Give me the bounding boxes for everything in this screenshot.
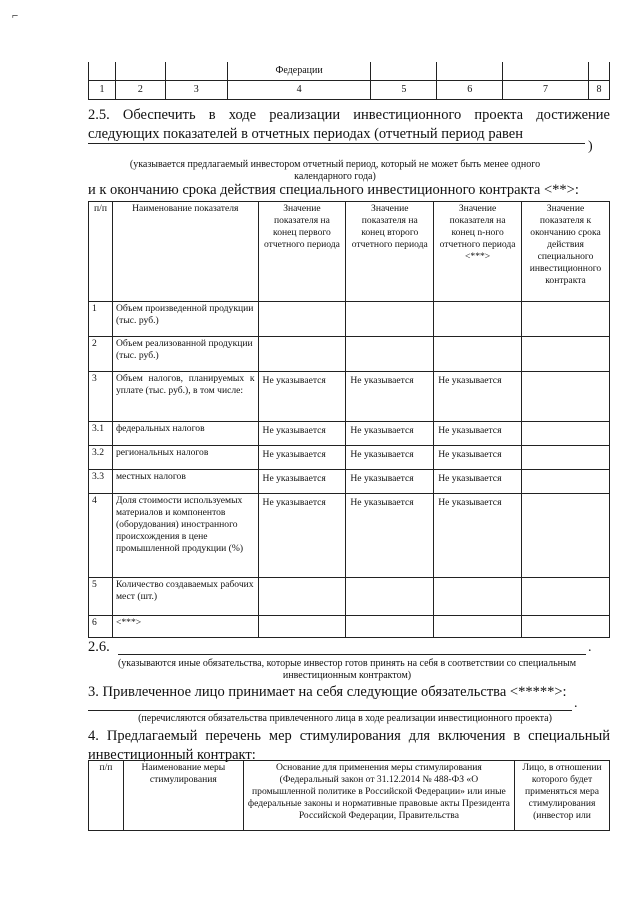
table-row <box>89 494 610 578</box>
section-3-note: (перечисляются обязательства привлеченного лица в ходе реализации инвестиционного проекта) <box>138 713 552 724</box>
row-value: Не указывается <box>346 494 434 578</box>
table-row <box>89 422 610 446</box>
row-value: Не указывается <box>258 470 346 494</box>
row-value <box>258 616 346 638</box>
table-row <box>89 302 610 337</box>
section-3-line <box>88 710 572 711</box>
row-name: Доля стоимости используемых материалов и компонентов (оборудования) иностранного происхождения в цене промышленной продукции (%) <box>112 494 258 578</box>
header-period-2: Значение показателя на конец второго отчетного периода <box>346 202 434 302</box>
row-num: 3.2 <box>89 446 113 470</box>
row-num: 5 <box>89 578 113 616</box>
measures-header-name: Наименование меры стимулирования <box>123 761 243 831</box>
top-table-number: 4 <box>227 81 371 100</box>
measures-table <box>88 760 610 831</box>
row-value: Не указывается <box>258 494 346 578</box>
row-name: региональных налогов <box>112 446 258 470</box>
row-name: федеральных налогов <box>112 422 258 446</box>
row-name: местных налогов <box>112 470 258 494</box>
row-value <box>522 470 610 494</box>
row-value <box>434 337 522 372</box>
top-table-number: 5 <box>371 81 437 100</box>
section-2-5-text: 2.5. Обеспечить в ходе реализации инвестиционного проекта достижение следующих показателей в отчетных периодах (отчетный период равен <box>88 107 610 142</box>
row-value: Не указывается <box>434 470 522 494</box>
row-value <box>522 422 610 446</box>
corner-mark: ⌐ <box>12 10 19 22</box>
row-value <box>346 302 434 337</box>
row-num: 1 <box>89 302 113 337</box>
measures-header-person: Лицо, в отношении которого будет применяться мера стимулирования (инвестор или <box>515 761 610 831</box>
top-table-number: 8 <box>588 81 609 100</box>
top-table-header-cell: Федерации <box>227 62 371 81</box>
section-2-6-end: . <box>588 640 592 655</box>
table-row <box>89 578 610 616</box>
table-row <box>89 616 610 638</box>
top-table-number: 6 <box>437 81 503 100</box>
row-value <box>522 337 610 372</box>
row-value: Не указывается <box>346 470 434 494</box>
top-table-number: 7 <box>503 81 589 100</box>
row-value: Не указывается <box>258 372 346 422</box>
table-row <box>89 446 610 470</box>
indicators-table <box>88 201 610 638</box>
row-value <box>434 578 522 616</box>
row-value: Не указывается <box>434 494 522 578</box>
row-value: Не указывается <box>434 422 522 446</box>
row-num: 3.1 <box>89 422 113 446</box>
row-value: Не указывается <box>346 372 434 422</box>
section-3-text: 3. Привлеченное лицо принимает на себя следующие обязательства <*****>: <box>88 684 567 700</box>
section-2-6-note: (указываются иные обязательства, которые инвестор готов принять на себя в соответствии со специальным инвестиционным контрактом) <box>117 658 577 681</box>
row-name: Объем налогов, планируемых к уплате (тыс. руб.), в том числе: <box>112 372 258 422</box>
row-value: Не указывается <box>346 422 434 446</box>
header-contract-end: Значение показателя к окончанию срока действия специального инвестиционного контракта <box>522 202 610 302</box>
row-value <box>522 302 610 337</box>
top-table-number: 1 <box>89 81 116 100</box>
row-value <box>522 372 610 422</box>
top-table-number: 2 <box>115 81 165 100</box>
measures-header-basis: Основание для применения меры стимулирования (Федеральный закон от 31.12.2014 № 488-ФЗ «О промышленной политике в Российской Федерации» или иные федеральные законы и нормативные правовые акты Президента Российской Федерации, Правительства <box>243 761 514 831</box>
table-row <box>89 337 610 372</box>
row-num: 3.3 <box>89 470 113 494</box>
header-name: Наименование показателя <box>112 202 258 302</box>
section-4-text: 4. Предлагаемый перечень мер стимулирования для включения в специальный инвестиционный контракт: <box>88 728 610 763</box>
row-value: Не указывается <box>258 422 346 446</box>
header-period-1: Значение показателя на конец первого отчетного периода <box>258 202 346 302</box>
section-2-6-label: 2.6. <box>88 639 110 655</box>
row-value: Не указывается <box>434 372 522 422</box>
row-value: Не указывается <box>434 446 522 470</box>
table-row <box>89 470 610 494</box>
section-2-6-line <box>118 654 586 655</box>
row-value <box>522 494 610 578</box>
header-period-n: Значение показателя на конец n-ного отчетного периода <***> <box>434 202 522 302</box>
row-name: <***> <box>112 616 258 638</box>
measures-header-num: п/п <box>89 761 124 831</box>
row-name: Количество создаваемых рабочих мест (шт.) <box>112 578 258 616</box>
row-value <box>522 578 610 616</box>
row-value <box>434 616 522 638</box>
row-num: 2 <box>89 337 113 372</box>
row-num: 4 <box>89 494 113 578</box>
row-value: Не указывается <box>258 446 346 470</box>
table-row <box>89 372 610 422</box>
row-value <box>346 578 434 616</box>
row-value <box>258 337 346 372</box>
row-value <box>258 578 346 616</box>
row-num: 6 <box>89 616 113 638</box>
section-2-5-continuation: и к окончанию срока действия специального инвестиционного контракта <**>: <box>88 182 579 198</box>
top-table <box>88 62 610 100</box>
row-value <box>522 446 610 470</box>
row-value <box>346 616 434 638</box>
close-paren: ) <box>588 139 593 154</box>
row-value <box>434 302 522 337</box>
section-3-end: . <box>574 696 578 711</box>
row-value <box>258 302 346 337</box>
row-name: Объем произведенной продукции (тыс. руб.) <box>112 302 258 337</box>
header-num: п/п <box>89 202 113 302</box>
row-num: 3 <box>89 372 113 422</box>
reporting-period-line <box>88 143 585 144</box>
row-value <box>346 337 434 372</box>
row-value: Не указывается <box>346 446 434 470</box>
row-value <box>522 616 610 638</box>
row-name: Объем реализованной продукции (тыс. руб.) <box>112 337 258 372</box>
top-table-number: 3 <box>165 81 227 100</box>
section-2-5-note: (указывается предлагаемый инвестором отчетный период, который не может быть менее одного календарного года) <box>129 159 541 182</box>
